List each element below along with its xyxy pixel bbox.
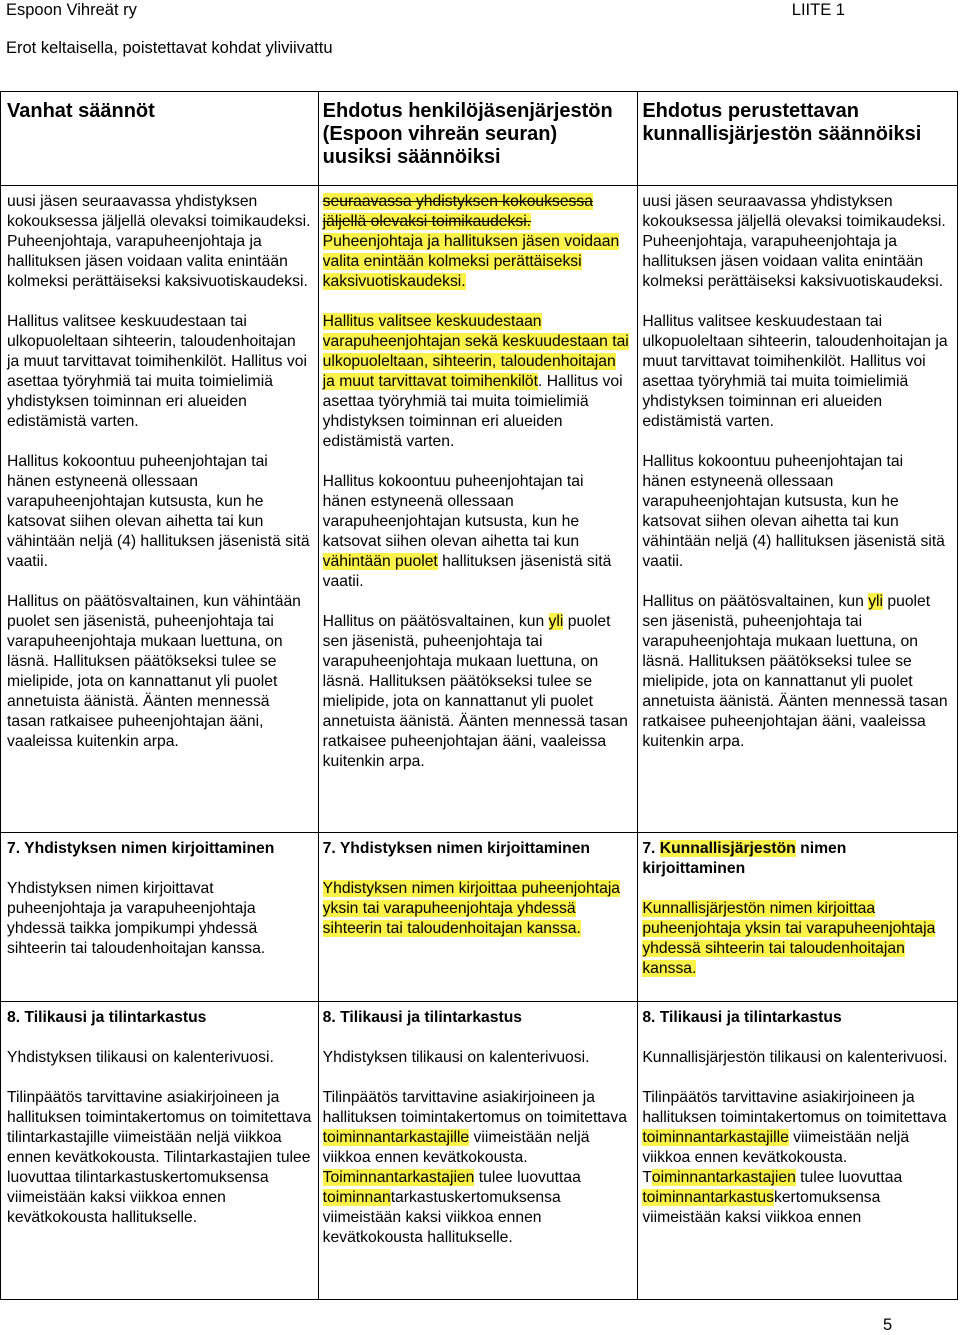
text-run-hl: vähintään puolet bbox=[322, 553, 438, 570]
text-run: Hallitus valitsee keskuudestaan tai ulkopuoleltaan sihteerin, taloudenhoitajan ja muut tarvittavat toimihenkilöt. Hallitus voi asettaa työryhmiä tai muita toimielimiä yhdistyksen toiminnan eri alueiden edistämistä varten. bbox=[642, 313, 948, 430]
table-cell bbox=[318, 1002, 638, 1300]
header-cell-member-org-proposal bbox=[318, 92, 638, 186]
table-cell bbox=[318, 186, 638, 833]
text-run: Yhdistyksen nimen kirjoittavat puheenjohtaja ja varapuheenjohtaja yhdessä taikka jompikumpi yhdessä sihteerin tai taloudenhoitajan kanssa. bbox=[7, 880, 266, 957]
table-row-board-rules bbox=[1, 186, 958, 833]
text-run-hl: Yhdistyksen nimen kirjoittaa puheenjohtaja yksin tai varapuheenjohtaja yhdessä sihteerin tai taloudenhoitajan kanssa. bbox=[322, 880, 621, 937]
table-cell bbox=[638, 1002, 958, 1300]
text-run-hl: Toiminnantarkastajien bbox=[322, 1169, 475, 1186]
text-run: tarkastuskertomuksensa viimeistään kaksi viikkoa ennen kevätkokousta hallitukselle. bbox=[322, 1189, 561, 1246]
text-run: . Hallitus voi asettaa työryhmiä tai muita toimielimiä yhdistyksen toiminnan eri alueiden edistämistä varten. bbox=[322, 373, 623, 450]
text-run: Hallitus on päätösvaltainen, kun bbox=[322, 613, 549, 630]
column-title-old-rules: Vanhat säännöt bbox=[7, 100, 155, 122]
text-run: Yhdistyksen tilikausi on kalenterivuosi. bbox=[7, 1049, 274, 1066]
text-run: tulee luovuttaa bbox=[474, 1169, 581, 1186]
attachment-label: LIITE 1 bbox=[791, 1, 845, 19]
cell-paragraph bbox=[642, 312, 951, 432]
text-run: Yhdistyksen tilikausi on kalenterivuosi. bbox=[322, 1049, 590, 1066]
cell-paragraph bbox=[7, 312, 312, 432]
table-cell bbox=[318, 833, 638, 1002]
cell-paragraph bbox=[7, 879, 312, 959]
text-run-hl: toiminnantarkastajille bbox=[642, 1129, 789, 1146]
cell-paragraph bbox=[323, 1088, 632, 1248]
cell-paragraph bbox=[7, 839, 312, 859]
column-title-municipal-org-proposal: Ehdotus perustettavan kunnallisjärjestön säännöiksi bbox=[642, 100, 922, 145]
column-title-member-org-proposal: Ehdotus henkilöjäsenjärjestön (Espoon vihreän seuran) uusiksi säännöiksi bbox=[322, 100, 613, 168]
cell-paragraph bbox=[323, 1048, 632, 1068]
cell-paragraph bbox=[7, 1088, 312, 1228]
text-run-hl: yli bbox=[548, 613, 564, 630]
text-run: uusi jäsen seuraavassa yhdistyksen kokouksessa jäljellä olevaksi toimikaudeksi. Puheenjohtaja, varapuheenjohtaja ja hallituksen jäsen voidaan valita enintään kolmeksi perättäiseksi kaksivuotiskaudeksi. bbox=[642, 193, 946, 290]
text-run-bold: nimen kirjoittaminen bbox=[642, 840, 847, 877]
table-cell bbox=[1, 1002, 319, 1300]
cell-paragraph bbox=[323, 472, 632, 592]
cell-paragraph bbox=[323, 1008, 632, 1028]
text-run-bold: 7. Yhdistyksen nimen kirjoittaminen bbox=[7, 840, 275, 857]
table-row-financial-audit bbox=[1, 1002, 958, 1300]
text-run: Hallitus on päätösvaltainen, kun vähintään puolet sen jäsenistä, puheenjohtaja tai varapuheenjohtaja mukaan luettuna, on läsnä. Hallituksen päätökseksi tulee se mielipide, jota on kannattanut yli puolet annetuista äänistä. Äänten mennessä tasan ratkaisee puheenjohtajan ääni, vaaleissa kuitenkin arpa. bbox=[7, 593, 301, 750]
text-run: kertomuksensa viimeistään kaksi viikkoa ennen bbox=[642, 1189, 881, 1226]
text-run-bold-hl: Kunnallisjärjestön bbox=[659, 840, 796, 857]
text-run: Kunnallisjärjestön tilikausi on kalenterivuosi. bbox=[642, 1049, 948, 1066]
text-run-hl: Puheenjohtaja ja hallituksen jäsen voidaan valita enintään kolmeksi perättäiseksi kaksivuotiskaudeksi. bbox=[322, 233, 620, 290]
cell-paragraph bbox=[7, 1008, 312, 1028]
document-subtitle: Erot keltaisella, poistettavat kohdat yliviivattu bbox=[6, 39, 333, 57]
text-run-hl: yli bbox=[868, 593, 884, 610]
text-run-bold: 8. Tilikausi ja tilintarkastus bbox=[7, 1009, 207, 1026]
text-run: puolet sen jäsenistä, puheenjohtaja tai varapuheenjohtaja mukaan luettuna, on läsnä. Hallituksen päätökseksi tulee se mielipide, jota on kannattanut yli puolet annetuista äänistä. Äänten mennessä tasan ratkaisee puheenjohtajan ääni, vaaleissa kuitenkin arpa. bbox=[322, 613, 628, 770]
cell-paragraph bbox=[642, 592, 951, 752]
cell-paragraph bbox=[7, 192, 312, 292]
cell-paragraph bbox=[642, 452, 951, 572]
cell-paragraph bbox=[323, 312, 632, 452]
text-run-bold: 7. bbox=[642, 840, 660, 857]
text-run-hl: oiminnantarkastajien bbox=[651, 1169, 796, 1186]
cell-paragraph bbox=[642, 1008, 951, 1028]
cell-paragraph bbox=[323, 612, 632, 772]
text-run: Hallitus kokoontuu puheenjohtajan tai hänen estyneenä ollessaan varapuheenjohtajan kutsusta, kun he katsovat siihen olevan aihetta tai kun vähintään neljä (4) hallituksen jäsenistä sitä vaatii. bbox=[642, 453, 945, 570]
text-run: uusi jäsen seuraavassa yhdistyksen kokouksessa jäljellä olevaksi toimikaudeksi. Puheenjohtaja, varapuheenjohtaja ja hallituksen jäsen voidaan valita enintään kolmeksi perättäiseksi kaksivuotiskaudeksi. bbox=[7, 193, 311, 290]
text-run: viimeistään neljä viikkoa ennen kevätkokousta. bbox=[322, 1129, 590, 1166]
text-run-hl: toiminnantarkastajille bbox=[322, 1129, 470, 1146]
organization-name: Espoon Vihreät ry bbox=[6, 1, 137, 19]
table-cell bbox=[1, 833, 319, 1002]
text-run-hl-strike: seuraavassa yhdistyksen kokouksessa jäljellä olevaksi toimikaudeksi. bbox=[322, 193, 593, 230]
text-run: Hallitus kokoontuu puheenjohtajan tai hänen estyneenä ollessaan varapuheenjohtajan kutsusta, kun he katsovat siihen olevan aihetta tai kun vähintään neljä (4) hallituksen jäsenistä sitä vaatii. bbox=[7, 453, 310, 570]
header-cell-old-rules bbox=[1, 92, 319, 186]
cell-paragraph bbox=[642, 1048, 951, 1068]
cell-paragraph bbox=[642, 839, 951, 879]
text-run: Tilinpäätös tarvittavine asiakirjoineen ja hallituksen toimintakertomus on toimitettava tilintarkastajille viimeistään neljä viikkoa ennen kevätkokousta. Tilintarkastajien tulee luovuttaa tilintarkastuskertomuksensa viimeistään kaksi viikkoa ennen kevätkokousta hallitukselle. bbox=[7, 1089, 312, 1226]
cell-paragraph bbox=[7, 452, 312, 572]
text-run-bold: 8. Tilikausi ja tilintarkastus bbox=[642, 1009, 842, 1026]
cell-paragraph bbox=[7, 1048, 312, 1068]
cell-paragraph bbox=[642, 899, 951, 979]
text-run: Hallitus on päätösvaltainen, kun bbox=[642, 593, 869, 610]
cell-paragraph bbox=[323, 192, 632, 292]
text-run: viimeistään neljä viikkoa ennen kevätkokousta. T bbox=[642, 1129, 910, 1186]
text-run-hl: Hallitus valitsee keskuudestaan varapuheenjohtajan sekä keskuudestaan tai ulkopuoleltaan, sihteerin, taloudenhoitajan ja muut tarvittavat toimihenkilöt bbox=[322, 313, 629, 390]
cell-paragraph bbox=[323, 839, 632, 859]
cell-paragraph bbox=[642, 192, 951, 292]
page-number: 5 bbox=[883, 1316, 893, 1334]
cell-paragraph bbox=[642, 1088, 951, 1228]
text-run-bold: 7. Yhdistyksen nimen kirjoittaminen bbox=[322, 840, 591, 857]
text-run: Hallitus kokoontuu puheenjohtajan tai hänen estyneenä ollessaan varapuheenjohtajan kutsusta, kun he katsovat siihen olevan aihetta tai kun bbox=[322, 473, 584, 550]
text-run-hl: Kunnallisjärjestön nimen kirjoittaa puheenjohtaja yksin tai varapuheenjohtaja yhdessä sihteerin tai taloudenhoitajan kanssa. bbox=[642, 900, 936, 977]
text-run: tulee luovuttaa bbox=[795, 1169, 903, 1186]
table-cell bbox=[638, 186, 958, 833]
rules-comparison-table bbox=[0, 91, 958, 1300]
table-row-name-signing bbox=[1, 833, 958, 1002]
table-cell bbox=[638, 833, 958, 1002]
text-run: Tilinpäätös tarvittavine asiakirjoineen ja hallituksen toimintakertomus on toimitettava bbox=[642, 1089, 947, 1126]
table-header-row bbox=[1, 92, 958, 186]
text-run-hl: toiminnantarkastus bbox=[642, 1189, 774, 1206]
text-run: puolet sen jäsenistä, puheenjohtaja tai varapuheenjohtaja mukaan luettuna, on läsnä. Hallituksen päätökseksi tulee se mielipide, jota on kannattanut yli puolet annetuista äänistä. Äänten mennessä tasan ratkaisee puheenjohtajan ääni, vaaleissa kuitenkin arpa. bbox=[642, 593, 948, 750]
cell-paragraph bbox=[7, 592, 312, 752]
table-cell bbox=[1, 186, 319, 833]
text-run: Hallitus valitsee keskuudestaan tai ulkopuoleltaan sihteerin, taloudenhoitajan ja muut tarvittavat toimihenkilöt. Hallitus voi asettaa työryhmiä tai muita toimielimiä yhdistyksen toiminnan eri alueiden edistämistä varten. bbox=[7, 313, 307, 430]
text-run-bold: 8. Tilikausi ja tilintarkastus bbox=[322, 1009, 523, 1026]
header-cell-municipal-org-proposal bbox=[638, 92, 958, 186]
text-run: Tilinpäätös tarvittavine asiakirjoineen ja hallituksen toimintakertomus on toimitettava bbox=[322, 1089, 627, 1126]
cell-paragraph bbox=[323, 879, 632, 939]
text-run-hl: toiminnan bbox=[322, 1189, 391, 1206]
text-run: hallituksen jäsenistä sitä vaatii. bbox=[322, 553, 612, 590]
